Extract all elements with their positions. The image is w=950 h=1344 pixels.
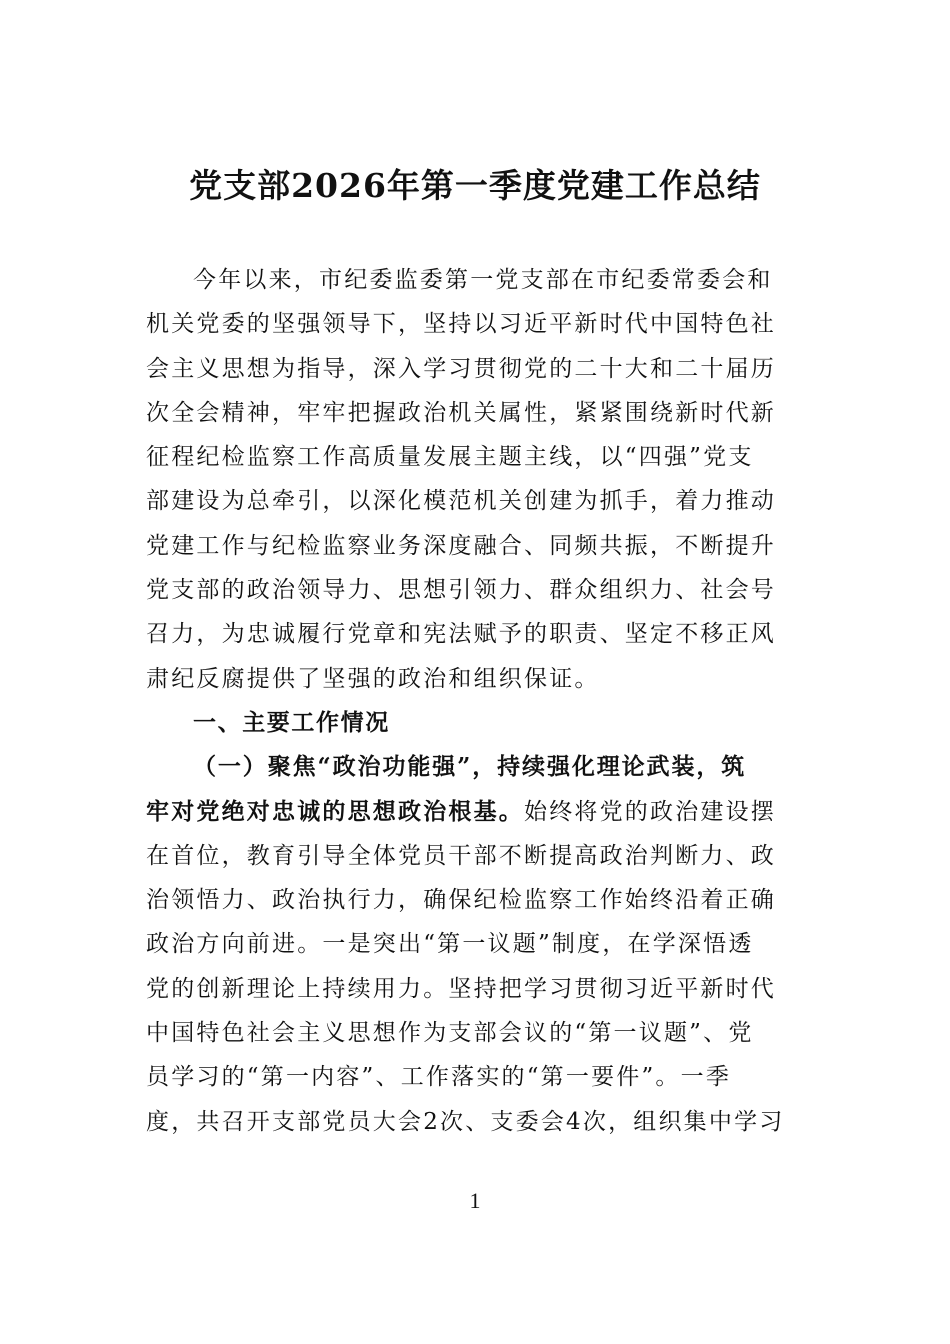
paragraph-line: 党支部的政治领导力、思想引领力、群众组织力、社会号 [146, 577, 776, 604]
paragraph-line: 党的创新理论上持续用力。坚持把学习贯彻习近平新时代 [146, 975, 776, 1002]
paragraph-line: 部建设为总牵引，以深化模范机关创建为抓手，着力推动 [146, 488, 776, 515]
subsection-heading-tail: 牢对党绝对忠诚的思想政治根基。 [146, 797, 524, 825]
subsection-heading-line: （一）聚焦“政治功能强”，持续强化理论武装，筑 [193, 753, 747, 781]
paragraph-line: 在首位，教育引导全体党员干部不断提高政治判断力、政 [146, 842, 776, 869]
paragraph-line: 次全会精神，牢牢把握政治机关属性，紧紧围绕新时代新 [146, 399, 776, 426]
paragraph-line: 治领悟力、政治执行力，确保纪检监察工作始终沿着正确 [146, 887, 776, 914]
document-title: 党支部2026年第一季度党建工作总结 [189, 166, 761, 205]
paragraph-line: 员学习的“第一内容”、工作落实的“第一要件”。一季 [146, 1064, 732, 1091]
paragraph-line: 征程纪检监察工作高质量发展主题主线，以“四强”党支 [146, 444, 754, 471]
paragraph-line: 党建工作与纪检监察业务深度融合、同频共振，不断提升 [146, 532, 776, 559]
section-heading: 一、主要工作情况 [193, 709, 390, 736]
paragraph-line [146, 790, 806, 834]
paragraph-line: 肃纪反腐提供了坚强的政治和组织保证。 [146, 665, 600, 692]
paragraph-line: 机关党委的坚强领导下，坚持以习近平新时代中国特色社 [146, 311, 776, 338]
paragraph-line: 今年以来，市纪委监委第一党支部在市纪委常委会和 [193, 267, 773, 293]
paragraph-line: 召力，为忠诚履行党章和宪法赋予的职责、坚定不移正风 [146, 621, 776, 648]
paragraph-line: 会主义思想为指导，深入学习贯彻党的二十大和二十届历 [146, 355, 776, 382]
paragraph-line: 中国特色社会主义思想作为支部会议的“第一议题”、党 [146, 1020, 754, 1047]
paragraph-line: 度，共召开支部党员大会2次、支委会4次，组织集中学习 [146, 1108, 785, 1135]
document-body [146, 258, 806, 1144]
paragraph-line: 政治方向前进。一是突出“第一议题”制度，在学深悟透 [146, 931, 754, 958]
page-number: 1 [469, 1188, 481, 1213]
paragraph-text: 始终将党的政治建设摆 [524, 798, 776, 825]
